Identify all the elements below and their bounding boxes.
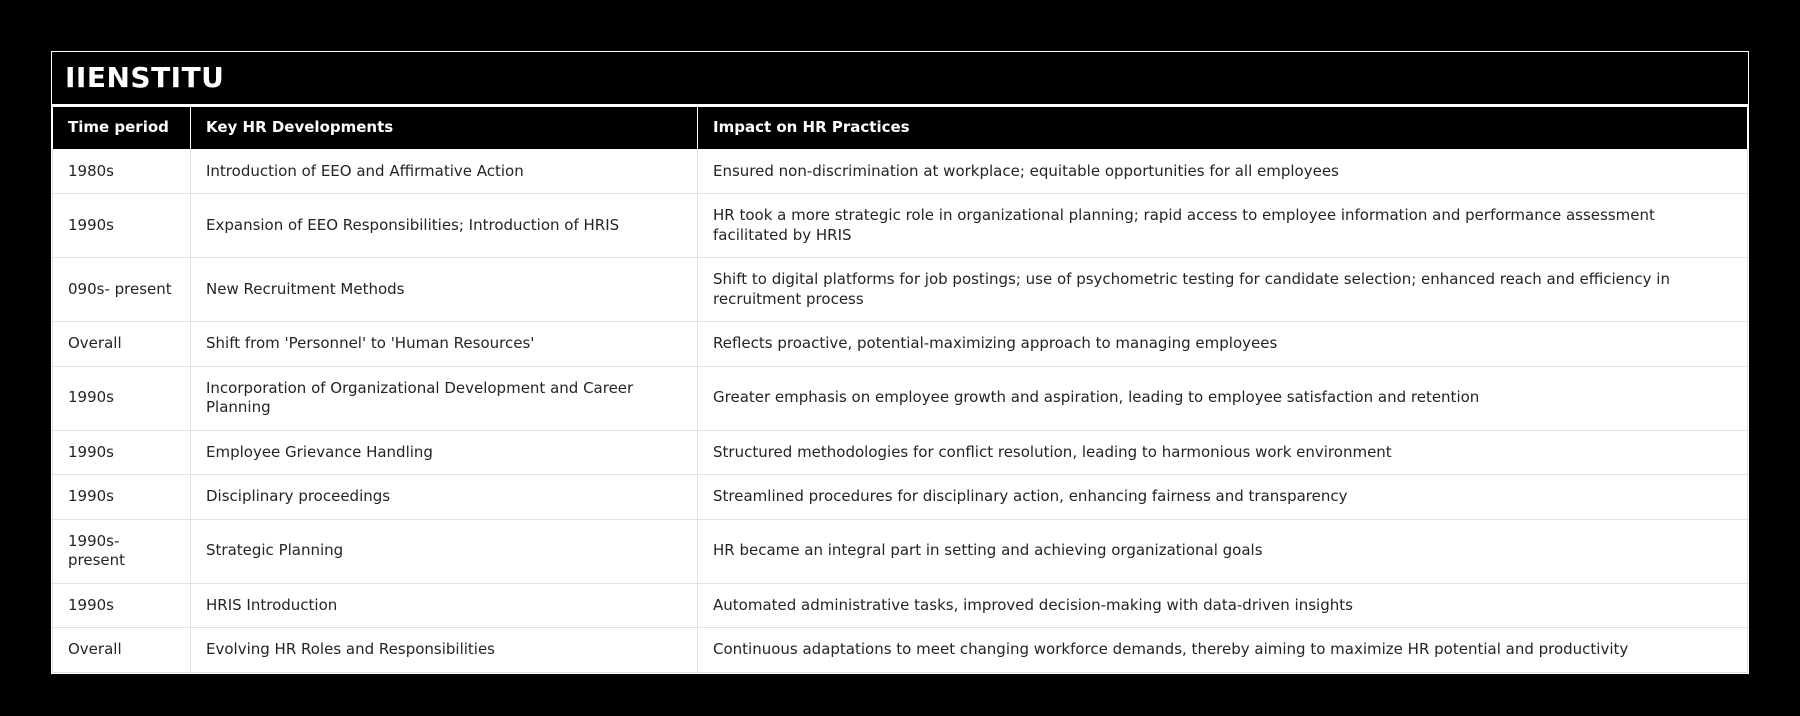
impact-cell: HR took a more strategic role in organizational planning; rapid access to employee information and performance assessment facilitated by HRIS — [698, 194, 1748, 258]
table-row — [53, 194, 1748, 258]
time-period-cell: 1980s — [53, 149, 191, 194]
brand-title: IIENSTITU — [52, 52, 1748, 106]
key-hr-development-cell: Evolving HR Roles and Responsibilities — [191, 628, 698, 673]
table-body — [53, 149, 1748, 672]
key-hr-development-cell: Strategic Planning — [191, 519, 698, 583]
table-row — [53, 628, 1748, 673]
time-period-cell: 1990s — [53, 430, 191, 475]
table-row — [53, 149, 1748, 194]
key-hr-development-cell: New Recruitment Methods — [191, 258, 698, 322]
impact-cell: Automated administrative tasks, improved decision-making with data-driven insights — [698, 583, 1748, 628]
key-hr-development-cell: Disciplinary proceedings — [191, 475, 698, 520]
table-row — [53, 366, 1748, 430]
key-hr-development-cell: Employee Grievance Handling — [191, 430, 698, 475]
time-period-cell: 1990s- present — [53, 519, 191, 583]
key-hr-development-cell: Shift from 'Personnel' to 'Human Resources' — [191, 322, 698, 367]
time-period-cell: 090s- present — [53, 258, 191, 322]
table-row — [53, 475, 1748, 520]
time-period-cell: 1990s — [53, 366, 191, 430]
table-row — [53, 583, 1748, 628]
impact-cell: Reflects proactive, potential-maximizing approach to managing employees — [698, 322, 1748, 367]
time-period-cell: Overall — [53, 628, 191, 673]
table-header-row — [53, 107, 1748, 150]
column-header-impact-on-hr-practices: Impact on HR Practices — [698, 107, 1748, 150]
impact-cell: HR became an integral part in setting and achieving organizational goals — [698, 519, 1748, 583]
key-hr-development-cell: Introduction of EEO and Affirmative Action — [191, 149, 698, 194]
table-row — [53, 322, 1748, 367]
key-hr-development-cell: HRIS Introduction — [191, 583, 698, 628]
time-period-cell: 1990s — [53, 194, 191, 258]
column-header-key-hr-developments: Key HR Developments — [191, 107, 698, 150]
impact-cell: Continuous adaptations to meet changing workforce demands, thereby aiming to maximize HR potential and productivity — [698, 628, 1748, 673]
impact-cell: Structured methodologies for conflict resolution, leading to harmonious work environment — [698, 430, 1748, 475]
table-row — [53, 430, 1748, 475]
impact-cell: Shift to digital platforms for job postings; use of psychometric testing for candidate selection; enhanced reach and efficiency in recruitment process — [698, 258, 1748, 322]
table-row — [53, 519, 1748, 583]
time-period-cell: Overall — [53, 322, 191, 367]
impact-cell: Streamlined procedures for disciplinary action, enhancing fairness and transparency — [698, 475, 1748, 520]
table-row — [53, 258, 1748, 322]
key-hr-development-cell: Expansion of EEO Responsibilities; Introduction of HRIS — [191, 194, 698, 258]
key-hr-development-cell: Incorporation of Organizational Development and Career Planning — [191, 366, 698, 430]
impact-cell: Ensured non-discrimination at workplace; equitable opportunities for all employees — [698, 149, 1748, 194]
impact-cell: Greater emphasis on employee growth and aspiration, leading to employee satisfaction and retention — [698, 366, 1748, 430]
content-panel — [51, 51, 1749, 674]
time-period-cell: 1990s — [53, 475, 191, 520]
time-period-cell: 1990s — [53, 583, 191, 628]
hr-developments-table — [52, 106, 1748, 673]
column-header-time-period: Time period — [53, 107, 191, 150]
